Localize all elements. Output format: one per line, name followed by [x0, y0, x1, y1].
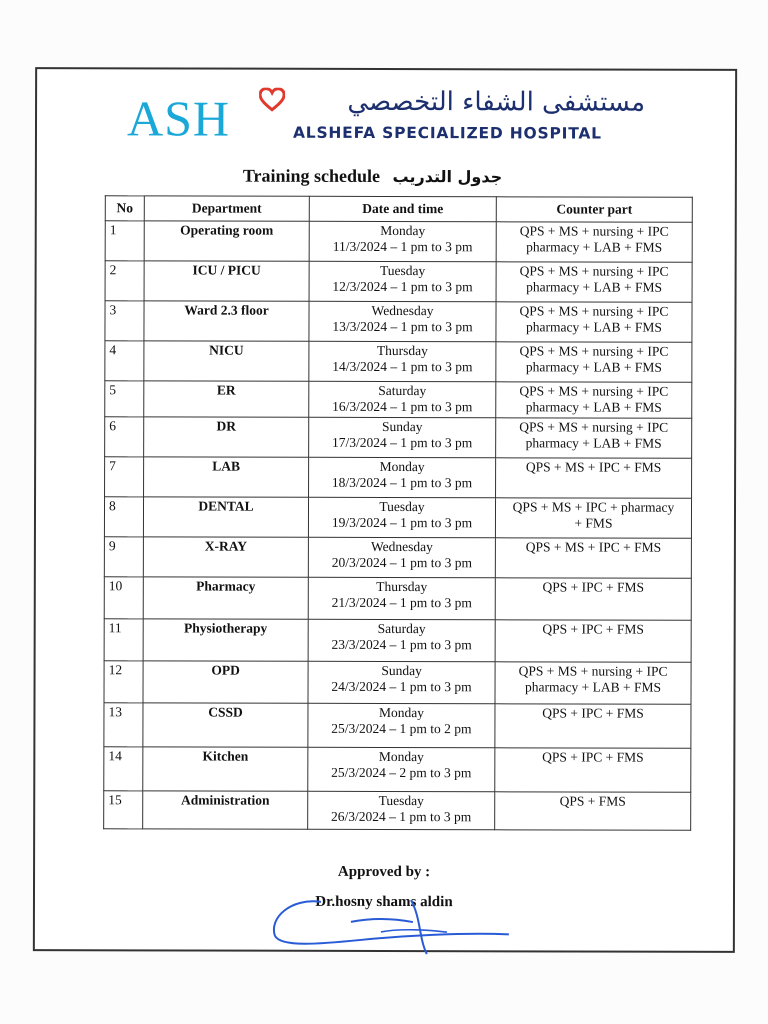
counter-part-line-1: QPS + MS + IPC + pharmacy	[512, 499, 675, 515]
cell-counter-part	[496, 222, 692, 263]
cell-no: 12	[104, 661, 143, 703]
cell-date-time	[309, 457, 496, 497]
cell-date-time	[309, 417, 496, 457]
cell-department: Operating room	[144, 221, 309, 261]
cell-no: 7	[105, 457, 144, 497]
table-row	[105, 221, 692, 263]
counter-part-line-2: pharmacy + LAB + FMS	[525, 359, 662, 375]
cell-date: 12/3/2024 – 1 pm to 3 pm	[332, 278, 473, 295]
training-schedule-table	[103, 195, 693, 831]
cell-no: 5	[105, 381, 144, 417]
cell-day: Tuesday	[379, 498, 425, 515]
cell-department: Physiotherapy	[143, 619, 308, 661]
cell-counter-part	[495, 704, 691, 749]
cell-no: 15	[104, 791, 143, 829]
counter-part-line-1: QPS + MS + nursing + IPC	[519, 383, 669, 399]
cell-day: Monday	[378, 748, 424, 765]
cell-day: Sunday	[381, 662, 422, 679]
cell-date-time	[308, 661, 495, 703]
counter-part-line-1: QPS + MS + nursing + IPC	[519, 419, 669, 435]
counter-part-line-1: QPS + MS + IPC + FMS	[525, 459, 662, 475]
cell-counter-part	[496, 458, 692, 499]
cell-counter-part	[495, 748, 691, 793]
cell-no: 2	[105, 261, 144, 301]
hospital-name-arabic: مستشفى الشفاء التخصصي	[347, 86, 646, 118]
counter-part-line-1: QPS + MS + nursing + IPC	[519, 303, 669, 319]
cell-no: 1	[105, 221, 144, 261]
cell-counter-part	[495, 792, 691, 831]
cell-department: Pharmacy	[143, 577, 308, 619]
cell-department: CSSD	[143, 703, 308, 747]
cell-department: ICU / PICU	[144, 261, 309, 301]
header-no: No	[105, 196, 144, 221]
counter-part-line-2: pharmacy + LAB + FMS	[525, 435, 662, 451]
counter-part-line-1: QPS + MS + nursing + IPC	[518, 663, 668, 679]
table-row	[105, 301, 692, 343]
cell-day: Monday	[380, 222, 426, 239]
header-date-time: Date and time	[309, 196, 496, 221]
cell-date: 16/3/2024 – 1 pm to 3 pm	[332, 398, 473, 415]
hospital-name-english: ALSHEFA SPECIALIZED HOSPITAL	[292, 123, 602, 143]
cell-date-time	[309, 381, 496, 417]
counter-part-line-2: pharmacy + LAB + FMS	[525, 319, 662, 335]
cell-day: Wednesday	[371, 302, 434, 319]
table-row	[104, 537, 691, 579]
cell-counter-part	[496, 342, 692, 383]
cell-date: 18/3/2024 – 1 pm to 3 pm	[331, 474, 473, 491]
counter-part-line-1: QPS + FMS	[559, 793, 626, 809]
cell-no: 9	[104, 537, 143, 577]
cell-department: Administration	[143, 791, 308, 829]
cell-no: 6	[105, 417, 144, 457]
cell-date: 20/3/2024 – 1 pm to 3 pm	[331, 554, 473, 571]
cell-no: 4	[105, 341, 144, 381]
cell-no: 14	[104, 747, 143, 791]
counter-part-line-1: QPS + MS + IPC + FMS	[525, 539, 662, 555]
cell-day: Wednesday	[370, 538, 433, 555]
cell-department: Ward 2.3 floor	[144, 301, 309, 341]
cell-date: 17/3/2024 – 1 pm to 3 pm	[332, 434, 473, 451]
cell-counter-part	[496, 262, 692, 303]
title-english: Training schedule	[242, 165, 381, 186]
cell-date-time	[308, 497, 495, 537]
table-row	[104, 791, 691, 831]
table-row	[104, 661, 691, 705]
cell-day: Monday	[378, 704, 424, 721]
cell-counter-part	[496, 302, 692, 343]
cell-department: DR	[144, 417, 309, 457]
cell-no: 11	[104, 619, 143, 661]
cell-date-time	[308, 747, 495, 791]
counter-part-line-1: QPS + IPC + FMS	[542, 705, 644, 721]
cell-date-time	[308, 537, 495, 577]
cell-date-time	[309, 341, 496, 381]
table-row	[104, 747, 691, 793]
document-frame	[33, 67, 737, 953]
cell-date: 23/3/2024 – 1 pm to 3 pm	[331, 636, 472, 653]
table-row	[105, 381, 692, 419]
cell-date-time	[308, 791, 495, 829]
cell-counter-part	[495, 620, 691, 663]
counter-part-line-2: pharmacy + LAB + FMS	[526, 239, 663, 255]
cell-day: Thursday	[376, 578, 428, 595]
cell-date-time	[309, 221, 496, 261]
cell-department: Kitchen	[143, 747, 308, 791]
table-row	[105, 457, 692, 499]
header-counter-part: Counter part	[496, 197, 692, 223]
counter-part-line-2: pharmacy + LAB + FMS	[525, 399, 662, 415]
cell-day: Tuesday	[379, 262, 426, 279]
counter-part-line-1: QPS + MS + nursing + IPC	[519, 263, 669, 279]
cell-counter-part	[496, 418, 692, 459]
hospital-logo	[127, 87, 647, 148]
document-title	[243, 166, 533, 188]
counter-part-line-2: + FMS	[574, 515, 613, 531]
title-arabic: جدول التدريب	[392, 167, 503, 187]
table-row	[105, 261, 692, 303]
counter-part-line-2: pharmacy + LAB + FMS	[526, 279, 663, 295]
cell-day: Saturday	[377, 620, 426, 637]
counter-part-line-2: pharmacy + LAB + FMS	[525, 679, 662, 695]
cell-date: 11/3/2024 – 1 pm to 3 pm	[332, 238, 473, 255]
handwritten-signature	[261, 888, 521, 959]
cell-date-time	[308, 703, 495, 747]
cell-counter-part	[495, 538, 691, 579]
approved-by-label: Approved by :	[337, 863, 431, 881]
counter-part-line-1: QPS + IPC + FMS	[542, 749, 644, 765]
table-row	[105, 417, 692, 459]
cell-department: DENTAL	[143, 497, 308, 537]
cell-date: 21/3/2024 – 1 pm to 3 pm	[331, 594, 472, 611]
table-row	[104, 577, 691, 621]
table-row	[105, 341, 692, 383]
cell-day: Saturday	[378, 382, 427, 399]
cell-no: 10	[104, 577, 143, 619]
cell-department: ER	[144, 381, 309, 417]
counter-part-line-1: QPS + IPC + FMS	[542, 621, 644, 637]
cell-date: 25/3/2024 – 1 pm to 2 pm	[331, 720, 472, 737]
counter-part-line-1: QPS + MS + nursing + IPC	[519, 343, 669, 359]
table-header-row	[105, 196, 692, 223]
table-row	[104, 497, 691, 539]
cell-no: 3	[105, 301, 144, 341]
cell-day: Tuesday	[378, 792, 424, 809]
cell-counter-part	[496, 382, 692, 419]
cell-day: Sunday	[381, 418, 423, 435]
cell-department: NICU	[144, 341, 309, 381]
cell-date: 14/3/2024 – 1 pm to 3 pm	[332, 358, 473, 375]
cell-department: OPD	[143, 661, 308, 703]
cell-no: 8	[104, 497, 143, 537]
header-department: Department	[144, 196, 309, 221]
cell-no: 13	[104, 703, 143, 747]
table-row	[104, 703, 691, 749]
cell-date: 26/3/2024 – 1 pm to 3 pm	[331, 808, 472, 825]
cell-date-time	[309, 301, 496, 341]
cell-counter-part	[495, 662, 691, 705]
cell-day: Monday	[379, 458, 425, 475]
cell-department: LAB	[144, 457, 309, 497]
heart-icon	[259, 88, 285, 112]
cell-date-time	[308, 619, 495, 661]
table-body	[104, 221, 693, 831]
cell-date-time	[309, 261, 496, 301]
cell-department: X-RAY	[143, 537, 308, 577]
cell-date: 19/3/2024 – 1 pm to 3 pm	[331, 514, 473, 531]
cell-date-time	[308, 577, 495, 619]
signer-name: Dr.hosny shams aldin	[315, 893, 453, 911]
table-row	[104, 619, 691, 663]
cell-day: Thursday	[376, 342, 428, 359]
counter-part-line-1: QPS + MS + nursing + IPC	[519, 223, 669, 239]
logo-mark: ASH	[126, 90, 231, 147]
counter-part-line-1: QPS + IPC + FMS	[542, 579, 645, 595]
cell-date: 13/3/2024 – 1 pm to 3 pm	[332, 318, 473, 335]
cell-date: 25/3/2024 – 2 pm to 3 pm	[331, 764, 472, 781]
cell-counter-part	[495, 498, 691, 539]
cell-counter-part	[495, 578, 691, 621]
cell-date: 24/3/2024 – 1 pm to 3 pm	[331, 678, 472, 695]
